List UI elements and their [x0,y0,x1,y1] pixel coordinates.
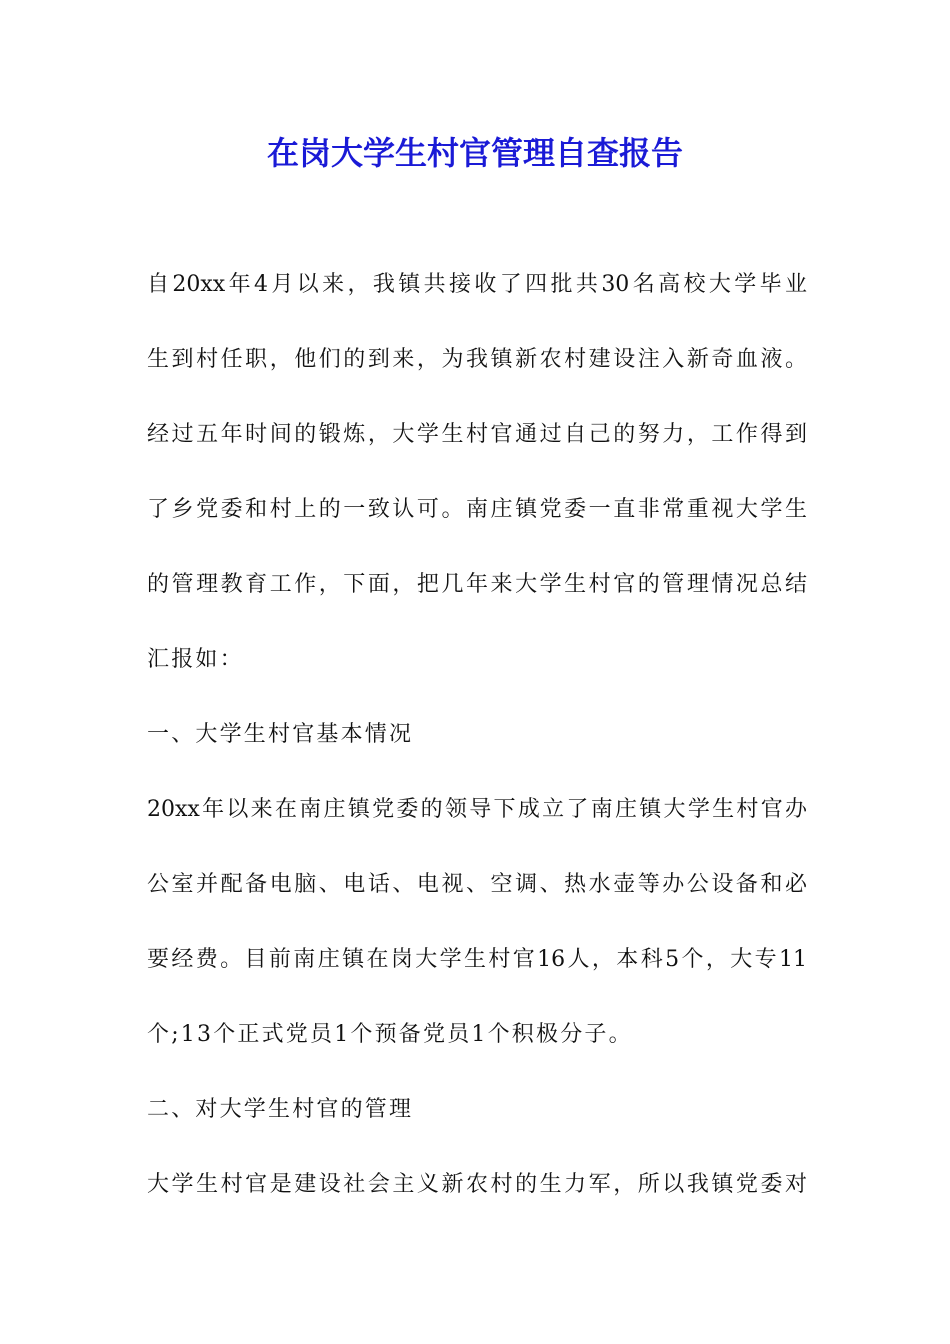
body-line-5: 的管理教育工作，下面，把几年来大学生村官的管理情况总结 [147,572,807,597]
body-line-1: 自20xx年4月以来，我镇共接收了四批共30名高校大学毕业 [147,272,807,297]
body-line-2: 生到村任职，他们的到来，为我镇新农村建设注入新奇血液。 [147,347,807,372]
body-line-11: 大学生村官是建设社会主义新农村的生力军，所以我镇党委对 [147,1172,807,1197]
body-line-6: 汇报如： [147,647,244,672]
section-heading-1: 一、大学生村官基本情况 [147,722,414,747]
body-line-8: 公室并配备电脑、电话、电视、空调、热水壶等办公设备和必 [147,872,807,897]
body-line-10: 个;13个正式党员1个预备党员1个积极分子。 [147,1022,633,1047]
section-heading-2: 二、对大学生村官的管理 [147,1097,414,1122]
body-line-4: 了乡党委和村上的一致认可。南庄镇党委一直非常重视大学生 [147,497,807,522]
body-line-7: 20xx年以来在南庄镇党委的领导下成立了南庄镇大学生村官办 [147,797,807,822]
body-line-9: 要经费。目前南庄镇在岗大学生村官16人，本科5个，大专11 [147,947,807,972]
document-title: 在岗大学生村官管理自查报告 [266,134,683,172]
body-line-3: 经过五年时间的锻炼，大学生村官通过自己的努力，工作得到 [147,422,807,447]
